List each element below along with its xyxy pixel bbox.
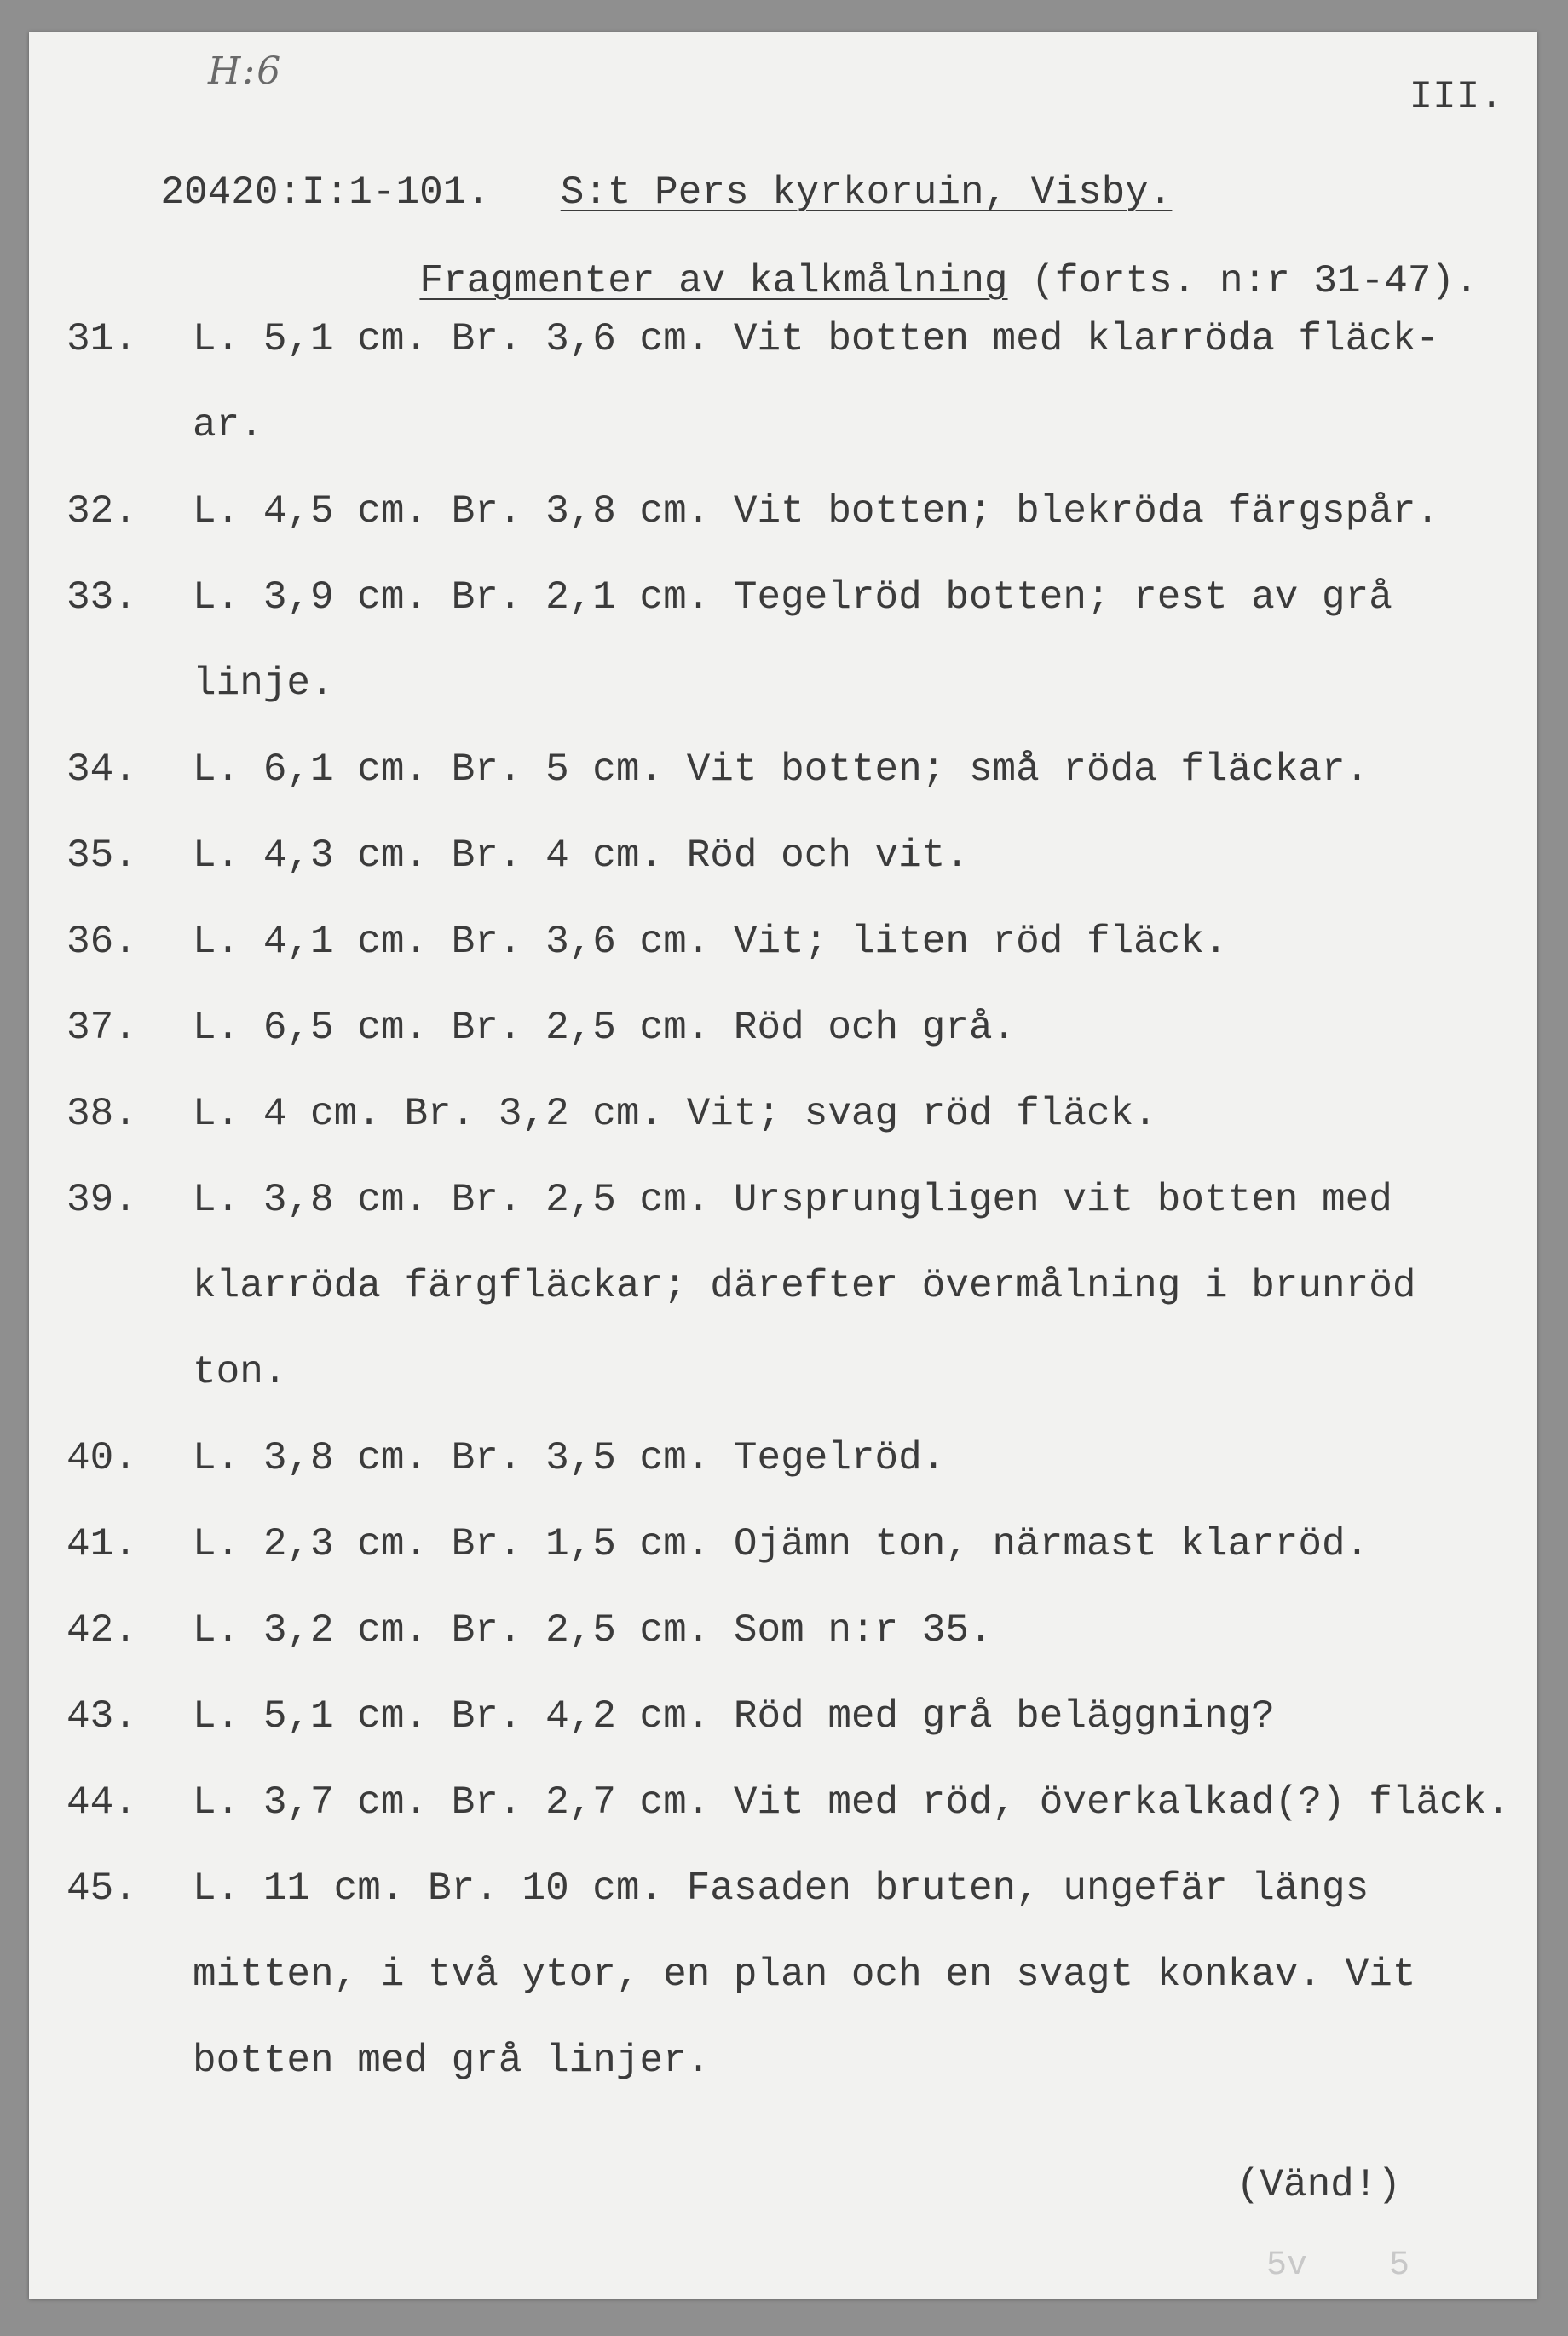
entry-text: L. 3,8 cm. Br. 3,5 cm. Tegelröd.	[193, 1436, 946, 1480]
catalog-card	[29, 32, 1537, 2299]
entry-text: L. 11 cm. Br. 10 cm. Fasaden bruten, ungefär längs mitten, i två ytor, en plan och en svagt konkav. Vit botten med grå linjer.	[193, 1866, 1416, 2083]
list-item	[66, 1502, 1532, 1588]
list-item	[66, 1846, 1532, 2104]
list-item	[66, 985, 1532, 1071]
entry-number: 31.	[66, 317, 137, 361]
entry-text: L. 4,3 cm. Br. 4 cm. Röd och vit.	[193, 833, 969, 878]
entry-text: L. 3,9 cm. Br. 2,1 cm. Tegelröd botten; rest av grå linje.	[193, 575, 1392, 706]
entry-number: 32.	[66, 489, 137, 534]
entry-number: 39.	[66, 1178, 137, 1222]
list-item	[66, 469, 1532, 555]
list-item	[66, 1674, 1532, 1760]
entry-text: L. 2,3 cm. Br. 1,5 cm. Ojämn ton, närmast klarröd.	[193, 1522, 1369, 1566]
list-item	[66, 727, 1532, 813]
entry-list	[66, 297, 1532, 2104]
entry-text: L. 5,1 cm. Br. 3,6 cm. Vit botten med klarröda fläck- ar.	[193, 317, 1440, 447]
subtitle-range: (forts. n:r 31-47).	[1007, 259, 1479, 303]
list-item	[66, 813, 1532, 899]
entry-number: 43.	[66, 1694, 137, 1739]
list-item	[66, 555, 1532, 727]
page-number: III.	[1409, 75, 1503, 119]
list-item	[66, 1071, 1532, 1157]
entry-number: 37.	[66, 1006, 137, 1050]
entry-number: 44.	[66, 1780, 137, 1825]
list-item	[66, 1157, 1532, 1416]
subtitle-main: Fragmenter av kalkmålning	[419, 259, 1008, 303]
entry-number: 42.	[66, 1608, 137, 1653]
entry-number: 40.	[66, 1436, 137, 1480]
list-item	[66, 1760, 1532, 1846]
entry-number: 38.	[66, 1092, 137, 1136]
handwritten-note: H:6	[208, 49, 283, 93]
entry-text: L. 3,2 cm. Br. 2,5 cm. Som n:r 35.	[193, 1608, 993, 1653]
site-title: S:t Pers kyrkoruin, Visby.	[560, 170, 1173, 215]
entry-text: L. 4,5 cm. Br. 3,8 cm. Vit botten; blekröda färgspår.	[193, 489, 1440, 534]
entry-text: L. 3,8 cm. Br. 2,5 cm. Ursprungligen vit botten med klarröda färgfläckar; därefter övermålning i brunröd ton.	[193, 1178, 1416, 1394]
list-item	[66, 899, 1532, 985]
entry-number: 34.	[66, 747, 137, 792]
entry-text: L. 6,5 cm. Br. 2,5 cm. Röd och grå.	[193, 1006, 1017, 1050]
entry-text: L. 4,1 cm. Br. 3,6 cm. Vit; liten röd fläck.	[193, 920, 1228, 964]
entry-number: 35.	[66, 833, 137, 878]
faint-marks: 5v 5	[1265, 2247, 1409, 2285]
list-item	[66, 1588, 1532, 1674]
list-item	[66, 1416, 1532, 1502]
inventory-number: 20420:I:1-101.	[160, 170, 490, 215]
entry-number: 36.	[66, 920, 137, 964]
entry-text: L. 3,7 cm. Br. 2,7 cm. Vit med röd, överkalkad(?) fläck.	[193, 1780, 1510, 1825]
entry-text: L. 5,1 cm. Br. 4,2 cm. Röd med grå beläggning?	[193, 1694, 1275, 1739]
turn-over-note: (Vänd!)	[1236, 2163, 1401, 2207]
entry-number: 33.	[66, 575, 137, 620]
list-item	[66, 297, 1532, 469]
entry-number: 45.	[66, 1866, 137, 1911]
entry-text: L. 4 cm. Br. 3,2 cm. Vit; svag röd fläck.	[193, 1092, 1157, 1136]
entry-text: L. 6,1 cm. Br. 5 cm. Vit botten; små röda fläckar.	[193, 747, 1369, 792]
entry-number: 41.	[66, 1522, 137, 1566]
